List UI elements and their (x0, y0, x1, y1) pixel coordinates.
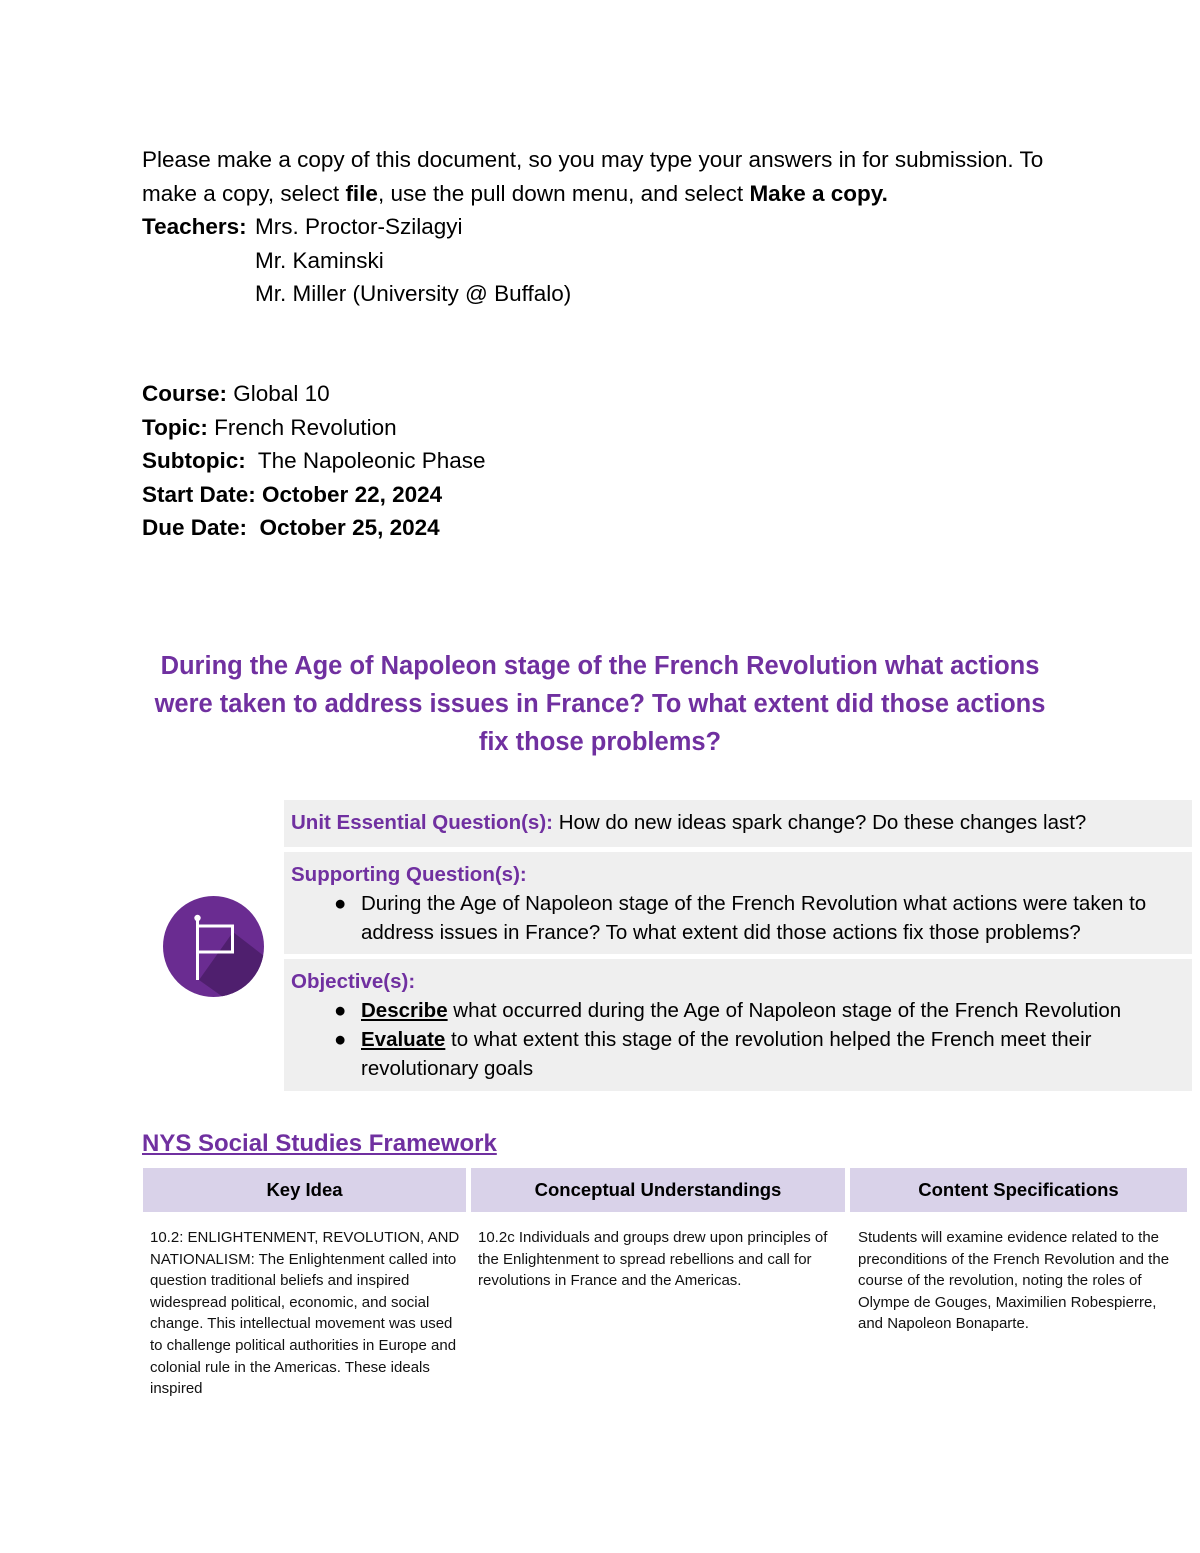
objective-verb: Evaluate (361, 1028, 446, 1051)
teachers-label: Teachers: (142, 214, 247, 239)
list-item: ● Describe what occurred during the Age of Napoleon stage of the French Revolution (291, 996, 1192, 1025)
objectives-list (291, 996, 1192, 1083)
due-date-line: Due Date: October 25, 2024 (142, 515, 440, 540)
table-cell-conceptual: 10.2c Individuals and groups drew upon principles of the Enlightenment to spread rebellions and call for revolutions in France and the Americas. (478, 1229, 828, 1290)
table-header-conceptual: Conceptual Understandings (471, 1168, 845, 1212)
start-date-line: Start Date: October 22, 2024 (142, 481, 443, 507)
objectives-box (284, 959, 1192, 1091)
copy-instructions: Please make a copy of this document, so you may type your answers in for submission. To make a copy, select file, use the pull down menu, and select Make a copy. (142, 147, 1044, 206)
teacher-name: Mrs. Proctor-Szilagyi (255, 214, 463, 239)
course-info (142, 377, 486, 545)
list-item: ● During the Age of Napoleon stage of the French Revolution what actions were taken to address issues in France? To what extent did those actions fix those problems? (291, 889, 1192, 947)
supporting-question-label: Supporting Question(s): (291, 863, 527, 886)
list-item: ● Evaluate to what extent this stage of the revolution helped the French meet their revolutionary goals (291, 1025, 1192, 1083)
subtopic-line: Subtopic: The Napoleonic Phase (142, 448, 486, 473)
objective-verb: Describe (361, 999, 448, 1022)
essential-question-label: Unit Essential Question(s): (291, 811, 553, 834)
essential-question-text: How do new ideas spark change? Do these changes last? (558, 811, 1087, 834)
teachers-row (142, 210, 1082, 244)
table-cell-content: Students will examine evidence related to the preconditions of the French Revolution and the course of the revolution, noting the roles of Olympe de Gouges, Maximilien Robespierre, and Napoleon Bonaparte. (858, 1229, 1170, 1333)
framework-title: NYS Social Studies Framework (142, 1130, 497, 1157)
guiding-question: During the Age of Napoleon stage of the French Revolution what actions were taken to address issues in France? To what extent did those actions fix those problems? (154, 652, 1046, 756)
teacher-name: Mr. Kaminski (255, 247, 384, 273)
file-menu-reference: file (345, 180, 378, 206)
bullet-icon: ● (334, 1028, 347, 1051)
topic-line: Topic: French Revolution (142, 414, 397, 440)
supporting-question-list (291, 889, 1192, 947)
essential-question-box (284, 800, 1192, 847)
bullet-icon: ● (334, 892, 347, 915)
table-header-key-idea: Key Idea (143, 1168, 466, 1212)
instructions (142, 143, 1082, 311)
bullet-icon: ● (334, 999, 347, 1022)
objectives-label: Objective(s): (291, 970, 416, 993)
flag-icon (163, 896, 264, 997)
make-copy-reference: Make a copy. (749, 180, 888, 206)
course-line: Course: Global 10 (142, 381, 330, 406)
table-header-content: Content Specifications (850, 1168, 1187, 1212)
teacher-name: Mr. Miller (University @ Buffalo) (255, 281, 572, 306)
supporting-question-box (284, 852, 1192, 954)
table-cell-key-idea: 10.2: ENLIGHTENMENT, REVOLUTION, AND NATIONALISM: The Enlightenment called into question traditional beliefs and inspired widespread political, economic, and social change. This intellectual movement was used to challenge political authorities in Europe and colonial rule in the Americas. These ideals inspired (150, 1229, 460, 1398)
